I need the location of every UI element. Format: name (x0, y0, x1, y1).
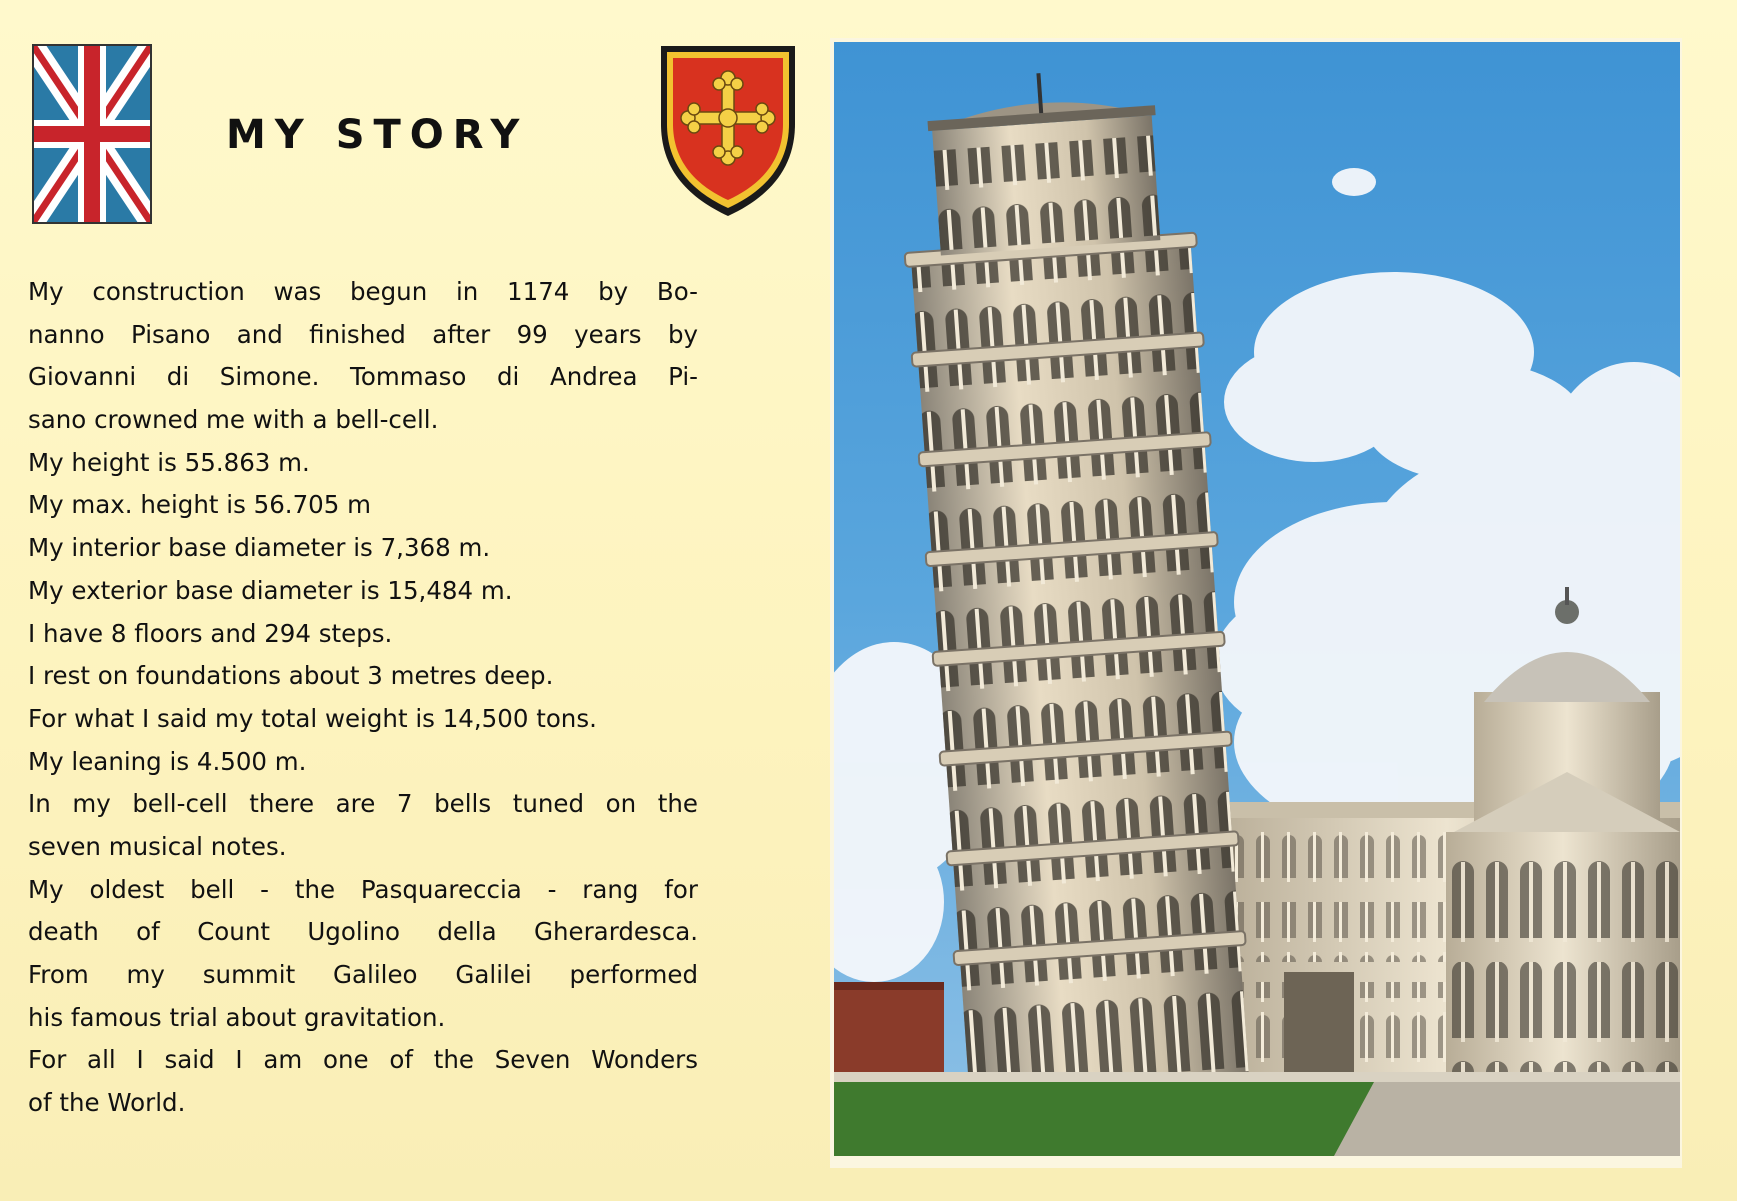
story-line: From my summit Galileo Galilei performed (28, 960, 698, 989)
story-line: My oldest bell - the Pasquareccia - rang for (28, 874, 698, 904)
union-jack-flag-icon (32, 44, 152, 224)
story-line: I have 8 floors and 294 steps. (28, 618, 393, 648)
story-line: nanno Pisano and finished after 99 years by (28, 319, 698, 349)
pisa-cross-shield-icon (657, 42, 799, 220)
story-line: of the World. (28, 1088, 186, 1118)
story-line: Giovanni di Simone. Tommaso di Andrea Pi- (28, 362, 698, 392)
story-line: I rest on foundations about 3 metres deep. (28, 661, 554, 691)
story-line: For all I said I am one of the Seven Wonders (28, 1045, 698, 1075)
story-line: My max. height is 56.705 m (28, 490, 371, 520)
story-line: My construction was begun in 1174 by Bo- (28, 277, 698, 306)
story-line: My leaning is 4.500 m. (28, 746, 307, 776)
story-text (28, 271, 698, 1125)
page-title: MY STORY (226, 112, 529, 158)
leaning-tower-of-pisa-photo (834, 42, 1680, 1156)
story-line: his famous trial about gravitation. (28, 1002, 446, 1032)
story-line: My exterior base diameter is 15,484 m. (28, 575, 513, 605)
story-line: My height is 55.863 m. (28, 447, 310, 477)
story-line: In my bell-cell there are 7 bells tuned on the (28, 789, 698, 819)
story-line: seven musical notes. (28, 831, 287, 861)
story-line: death of Count Ugolino della Gherardesca. (28, 917, 698, 947)
story-line: sano crowned me with a bell-cell. (28, 405, 439, 435)
story-line: My interior base diameter is 7,368 m. (28, 533, 491, 563)
story-line: For what I said my total weight is 14,500 tons. (28, 703, 597, 733)
